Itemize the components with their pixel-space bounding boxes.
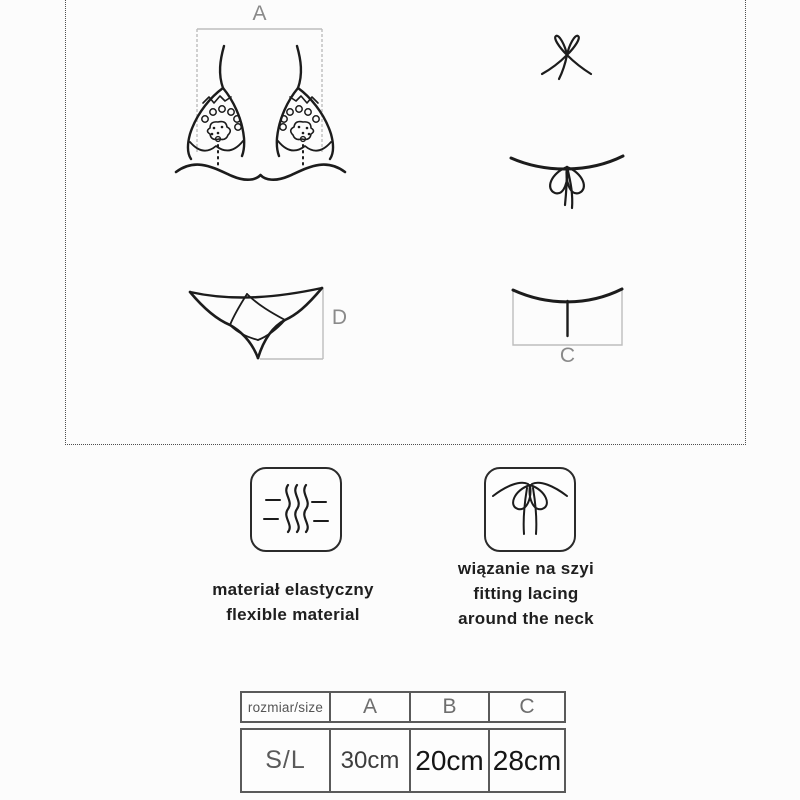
neck-lacing-glyph [486, 469, 573, 549]
elastic-caption-pl: materiał elastyczny [212, 580, 374, 599]
size-table-header-a: A [329, 693, 409, 721]
bottom-front-drawing [180, 275, 355, 370]
size-table-cell-c: 28cm [488, 730, 564, 791]
bra-front-drawing [170, 0, 370, 192]
size-table-row [240, 728, 566, 793]
measure-label-c: C [559, 344, 577, 367]
neck-lacing-icon [484, 467, 576, 552]
measure-label-a: A [252, 2, 268, 25]
measure-label-d: D [331, 306, 349, 329]
elastic-caption-en: flexible material [226, 605, 360, 624]
lacing-caption-pl: wiązanie na szyi [457, 559, 595, 578]
size-table-header-size: rozmiar/size [247, 699, 324, 715]
bottom-back-drawing [500, 278, 640, 353]
size-table-cell-a: 30cm [329, 730, 409, 791]
size-table-header [240, 691, 566, 723]
elastic-waves-glyph [252, 469, 339, 549]
neck-lacing-caption [416, 556, 636, 631]
bra-back-ties-drawing [495, 25, 645, 220]
elastic-material-caption [183, 577, 403, 627]
size-table-cell-size: S/L [265, 746, 306, 774]
size-table-header-b: B [409, 693, 488, 721]
size-table-cell-b: 20cm [409, 730, 488, 791]
elastic-material-icon [250, 467, 342, 552]
lacing-caption-en2: around the neck [458, 609, 594, 628]
lacing-caption-en1: fitting lacing [473, 584, 579, 603]
size-table-header-c: C [488, 693, 564, 721]
